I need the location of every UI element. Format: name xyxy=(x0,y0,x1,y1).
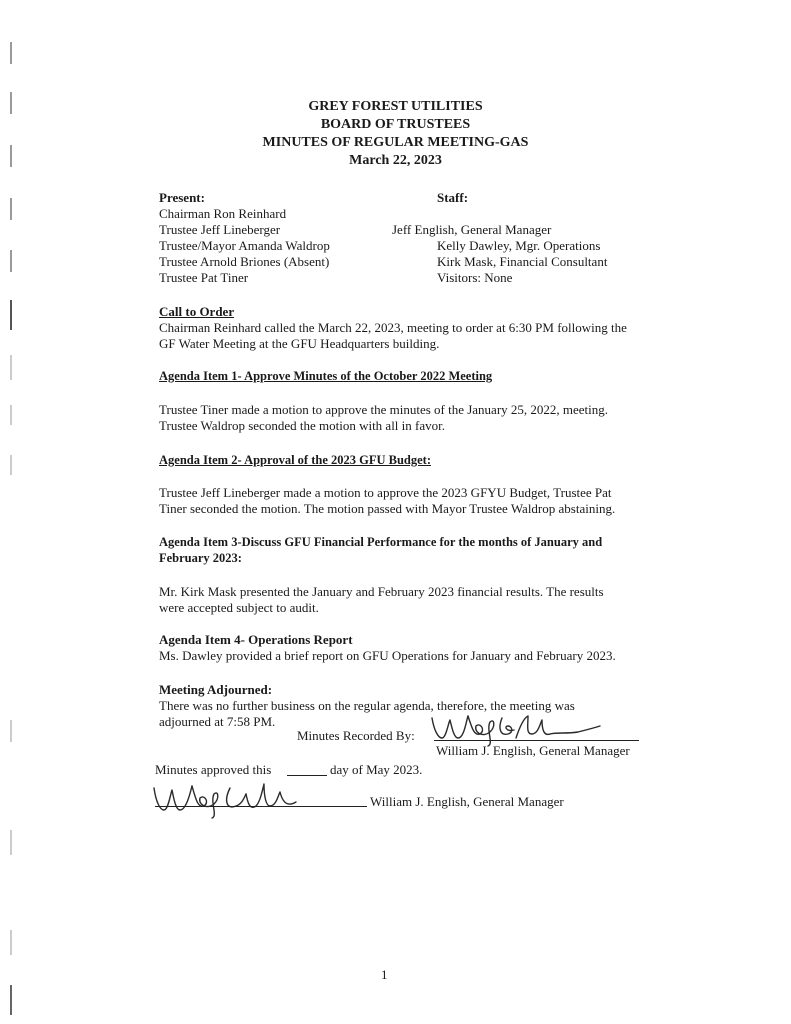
scan-mark xyxy=(10,250,12,272)
recorded-by-label: Minutes Recorded By: xyxy=(297,728,415,743)
board-name: BOARD OF TRUSTEES xyxy=(320,117,471,132)
recorder-signature-line xyxy=(434,740,639,741)
meeting-date: March 22, 2023 xyxy=(349,153,442,168)
agenda-item-3-heading: Agenda Item 3-Discuss GFU Financial Performance for the months of January and xyxy=(159,535,603,549)
scan-mark xyxy=(10,830,12,855)
staff-label: Staff: xyxy=(437,190,469,205)
scan-mark xyxy=(10,355,12,380)
approved-prefix: Minutes approved this xyxy=(155,762,272,777)
present-member: Trustee/Mayor Amanda Waldrop xyxy=(159,238,330,253)
scan-mark xyxy=(10,42,12,64)
recorder-name: William J. English, General Manager xyxy=(436,743,630,758)
scan-mark xyxy=(10,985,12,1015)
org-name: GREY FOREST UTILITIES xyxy=(308,99,483,114)
staff-member: Kirk Mask, Financial Consultant xyxy=(437,254,608,269)
agenda-item-3-text: were accepted subject to audit. xyxy=(159,600,319,615)
adjourned-text: adjourned at 7:58 PM. xyxy=(159,714,276,729)
page-number: 1 xyxy=(381,967,388,982)
present-member: Trustee Pat Tiner xyxy=(159,270,249,285)
call-to-order-text: GF Water Meeting at the GFU Headquarters building. xyxy=(159,336,440,351)
agenda-item-2-text: Tiner seconded the motion. The motion passed with Mayor Trustee Waldrop abstaining. xyxy=(159,501,616,516)
staff-member: Visitors: None xyxy=(437,270,513,285)
present-member: Chairman Ron Reinhard xyxy=(159,206,287,221)
scan-mark xyxy=(10,300,12,330)
staff-member: Jeff English, General Manager xyxy=(392,222,552,237)
scan-mark xyxy=(10,930,12,955)
agenda-item-2-heading: Agenda Item 2- Approval of the 2023 GFU Budget: xyxy=(159,453,431,467)
approver-signature xyxy=(150,776,300,820)
recorder-signature xyxy=(428,708,608,748)
call-to-order-text: Chairman Reinhard called the March 22, 2023, meeting to order at 6:30 PM following the xyxy=(159,320,627,335)
agenda-item-4-text: Ms. Dawley provided a brief report on GFU Operations for January and February 2023. xyxy=(159,648,616,663)
approver-signature-line xyxy=(155,806,367,807)
approver-name: William J. English, General Manager xyxy=(370,794,564,809)
agenda-item-1-text: Trustee Tiner made a motion to approve the minutes of the January 25, 2022, meeting. xyxy=(159,402,609,417)
adjourned-heading: Meeting Adjourned: xyxy=(159,682,273,697)
agenda-item-2-text: Trustee Jeff Lineberger made a motion to approve the 2023 GFYU Budget, Trustee Pat xyxy=(159,485,612,500)
present-member: Trustee Arnold Briones (Absent) xyxy=(159,254,330,269)
scan-mark xyxy=(10,720,12,742)
scan-mark xyxy=(10,198,12,220)
present-member: Trustee Jeff Lineberger xyxy=(159,222,281,237)
agenda-item-1-heading: Agenda Item 1- Approve Minutes of the October 2022 Meeting xyxy=(159,369,493,383)
agenda-item-1-text: Trustee Waldrop seconded the motion with all in favor. xyxy=(159,418,445,433)
staff-member: Kelly Dawley, Mgr. Operations xyxy=(437,238,601,253)
call-to-order-heading: Call to Order xyxy=(159,304,235,319)
agenda-item-3-text: Mr. Kirk Mask presented the January and February 2023 financial results. The results xyxy=(159,584,604,599)
agenda-item-4-heading: Agenda Item 4- Operations Report xyxy=(159,632,353,647)
adjourned-text: There was no further business on the regular agenda, therefore, the meeting was xyxy=(159,698,575,713)
document-title: MINUTES OF REGULAR MEETING-GAS xyxy=(262,135,529,150)
agenda-item-3-heading: February 2023: xyxy=(159,551,242,565)
approved-suffix: day of May 2023. xyxy=(330,762,423,777)
scan-mark xyxy=(10,405,12,425)
scan-mark xyxy=(10,455,12,475)
present-label: Present: xyxy=(159,190,205,205)
